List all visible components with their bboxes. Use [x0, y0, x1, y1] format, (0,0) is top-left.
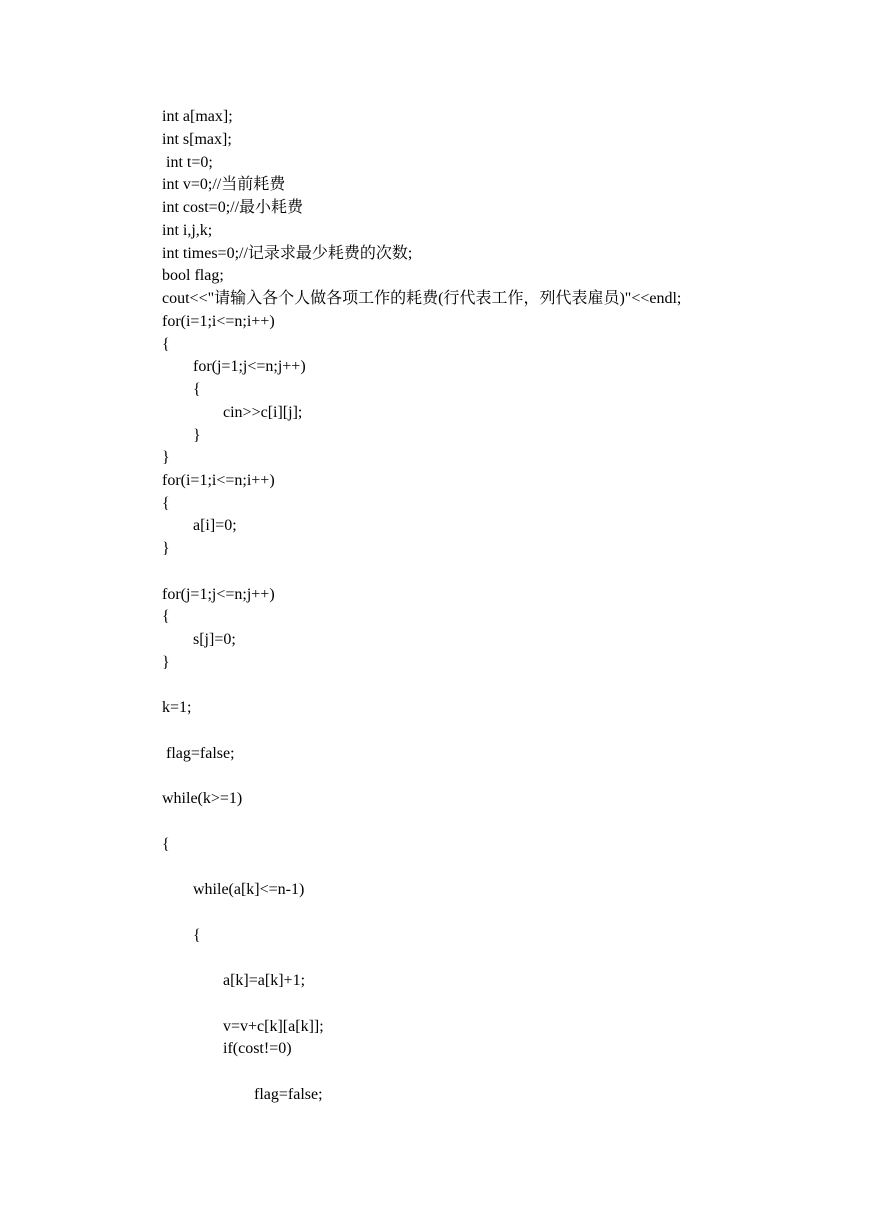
code-line: cin>>c[i][j];: [223, 404, 303, 421]
code-line: v=v+c[k][a[k]];: [223, 1018, 324, 1035]
code-line: while(k>=1): [162, 790, 243, 807]
code-line: {: [162, 836, 170, 853]
code-line: {: [162, 336, 170, 353]
code-line: s[j]=0;: [193, 631, 236, 648]
code-line: if(cost!=0): [223, 1040, 292, 1057]
code-line: int cost=0;//最小耗费: [162, 199, 304, 216]
code-line: int s[max];: [162, 131, 232, 148]
code-line: int v=0;//当前耗费: [162, 176, 286, 193]
code-line: bool flag;: [162, 267, 224, 284]
code-line: a[i]=0;: [193, 517, 237, 534]
code-line: a[k]=a[k]+1;: [223, 972, 306, 989]
code-line: int times=0;//记录求最少耗费的次数;: [162, 245, 413, 262]
code-line: }: [162, 654, 170, 671]
code-line: int a[max];: [162, 108, 233, 125]
code-line: flag=false;: [254, 1086, 323, 1103]
code-line: for(j=1;j<=n;j++): [193, 358, 306, 375]
code-line: {: [162, 608, 170, 625]
code-line: for(i=1;i<=n;i++): [162, 472, 275, 489]
code-line: int t=0;: [162, 154, 213, 171]
code-line: flag=false;: [162, 745, 235, 762]
code-line: }: [162, 449, 170, 466]
code-line: {: [162, 495, 170, 512]
code-line: k=1;: [162, 699, 192, 716]
code-line: for(i=1;i<=n;i++): [162, 313, 275, 330]
code-line: {: [193, 927, 201, 944]
code-line: }: [162, 540, 170, 557]
code-line: }: [193, 427, 201, 444]
code-line: {: [193, 381, 201, 398]
code-line: int i,j,k;: [162, 222, 213, 239]
code-line: for(j=1;j<=n;j++): [162, 586, 275, 603]
code-line: cout<<"请输入各个人做各项工作的耗费(行代表工作，列代表雇员)"<<endl;: [162, 290, 682, 307]
code-line: while(a[k]<=n-1): [193, 881, 305, 898]
